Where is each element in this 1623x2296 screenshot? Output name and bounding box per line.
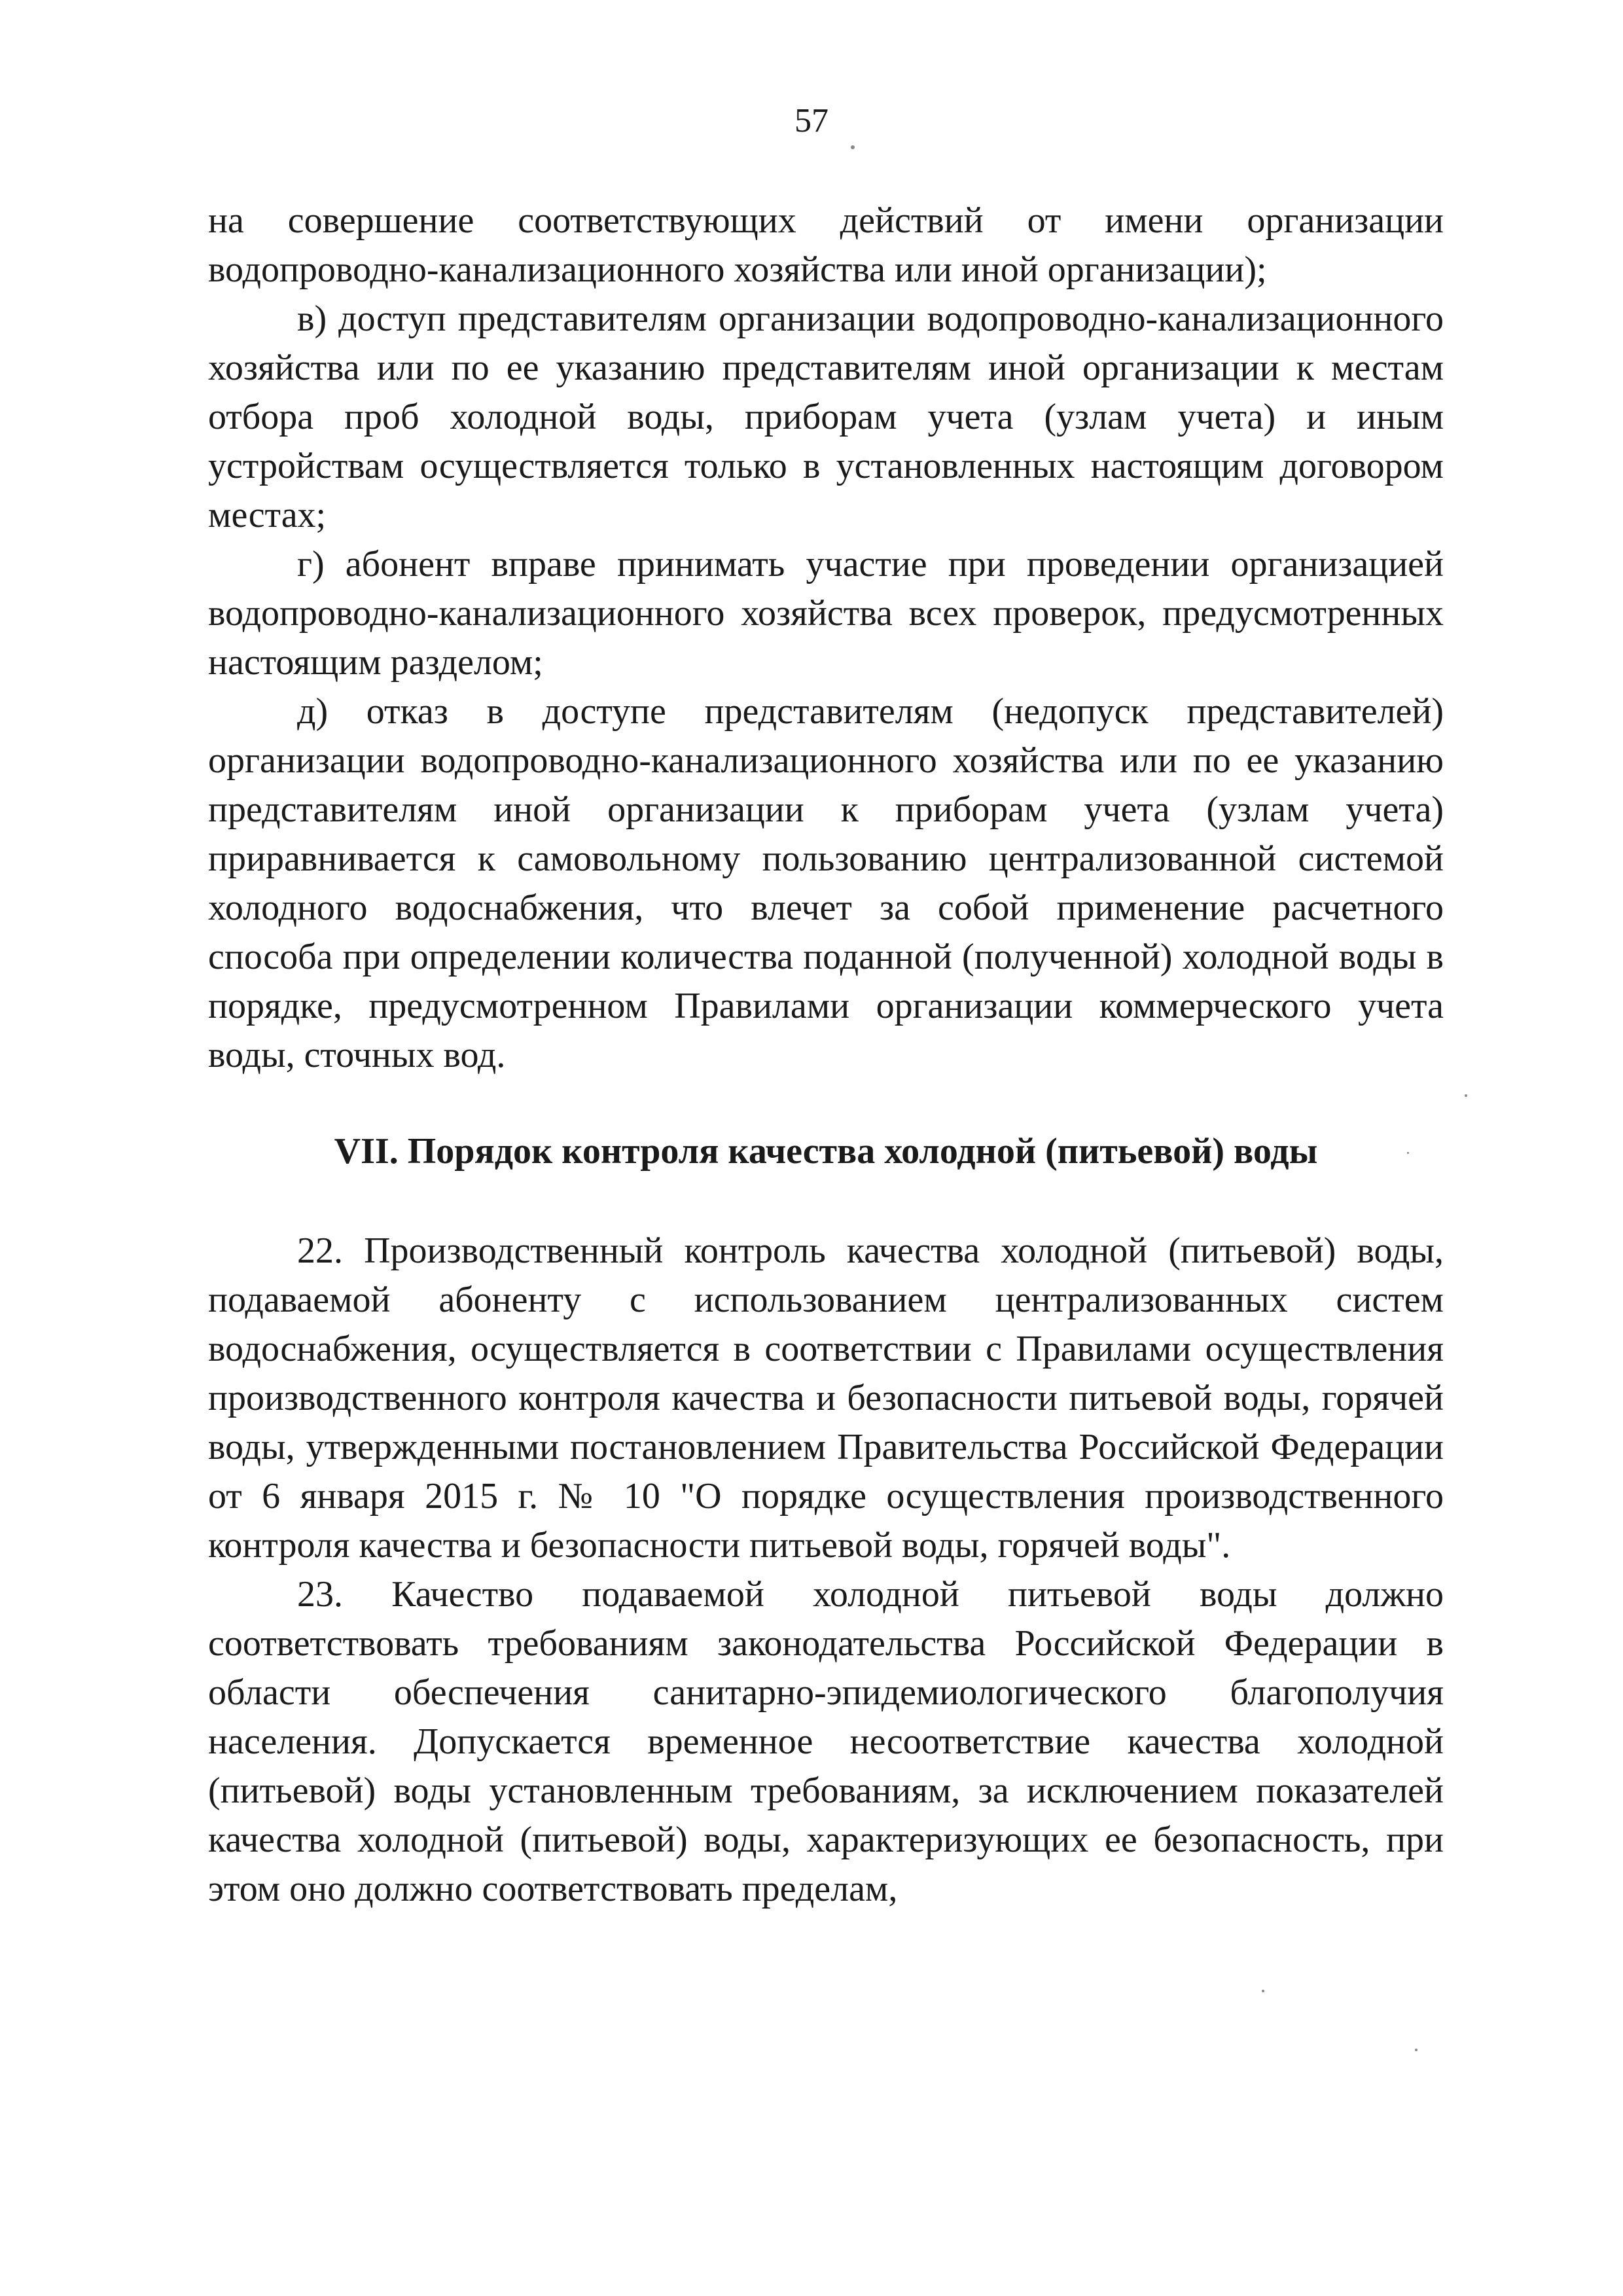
paragraph-item-g: г) абонент вправе принимать участие при проведении организацией водопроводно-канализационного хозяйства всех проверок, предусмотренных настоящим разделом; (208, 544, 1444, 683)
scan-speck (1407, 1152, 1409, 1154)
scan-speck (1415, 2049, 1418, 2051)
scan-speck (1465, 1094, 1467, 1097)
paragraph-continuation: на совершение соответствующих действий от имени организации водопроводно-канализационного хозяйства или иной организации); (208, 200, 1444, 290)
scan-speck (1262, 1990, 1264, 1992)
section-heading-block (208, 1127, 1444, 1176)
paragraph-clause-23: 23. Качество подаваемой холодной питьевой воды должно соответствовать требованиям законодательства Российской Федерации в области обеспечения санитарно-эпидемиологического благополучия населения. Допускается временное несоответствие качества холодной (питьевой) воды установленным требованиям, за исключением показателей качества холодной (питьевой) воды, характеризующих ее безопасность, при этом оно должно соответствовать пределам, (208, 1574, 1444, 1909)
paragraph-clause-22: 22. Производственный контроль качества холодной (питьевой) воды, подаваемой абоненту с использованием централизованных систем водоснабжения, осуществляется в соответствии с Правилами осуществления производственного контроля качества и безопасности питьевой воды, горячей воды, утвержденными постановлением Правительства Российской Федерации от 6 января 2015 г. № 10 "О порядке осуществления производственного контроля качества и безопасности питьевой воды, горячей воды". (208, 1230, 1444, 1566)
scan-speck (851, 145, 855, 149)
paragraph-item-d: д) отказ в доступе представителям (недопуск представителей) организации водопроводно-канализационного хозяйства или по ее указанию представителям иной организации к приборам учета (узлам учета) приравнивается к самовольному пользованию централизованной системой холодного водоснабжения, что влечет за собой применение расчетного способа при определении количества поданной (полученной) холодной воды в порядке, предусмотренном Правилами организации коммерческого учета воды, сточных вод. (208, 691, 1444, 1075)
quality-control-block (208, 1227, 1444, 1914)
paragraph-item-v: в) доступ представителям организации водопроводно-канализационного хозяйства или по ее указанию представителям иной организации к местам отбора проб холодной воды, приборам учета (узлам учета) и иным устройствам осуществляется только в установленных настоящим договором местах; (208, 298, 1444, 535)
section-heading: VII. Порядок контроля качества холодной (питьевой) воды (334, 1131, 1318, 1172)
page-number: 57 (794, 102, 829, 139)
contract-terms-block (208, 196, 1444, 1080)
